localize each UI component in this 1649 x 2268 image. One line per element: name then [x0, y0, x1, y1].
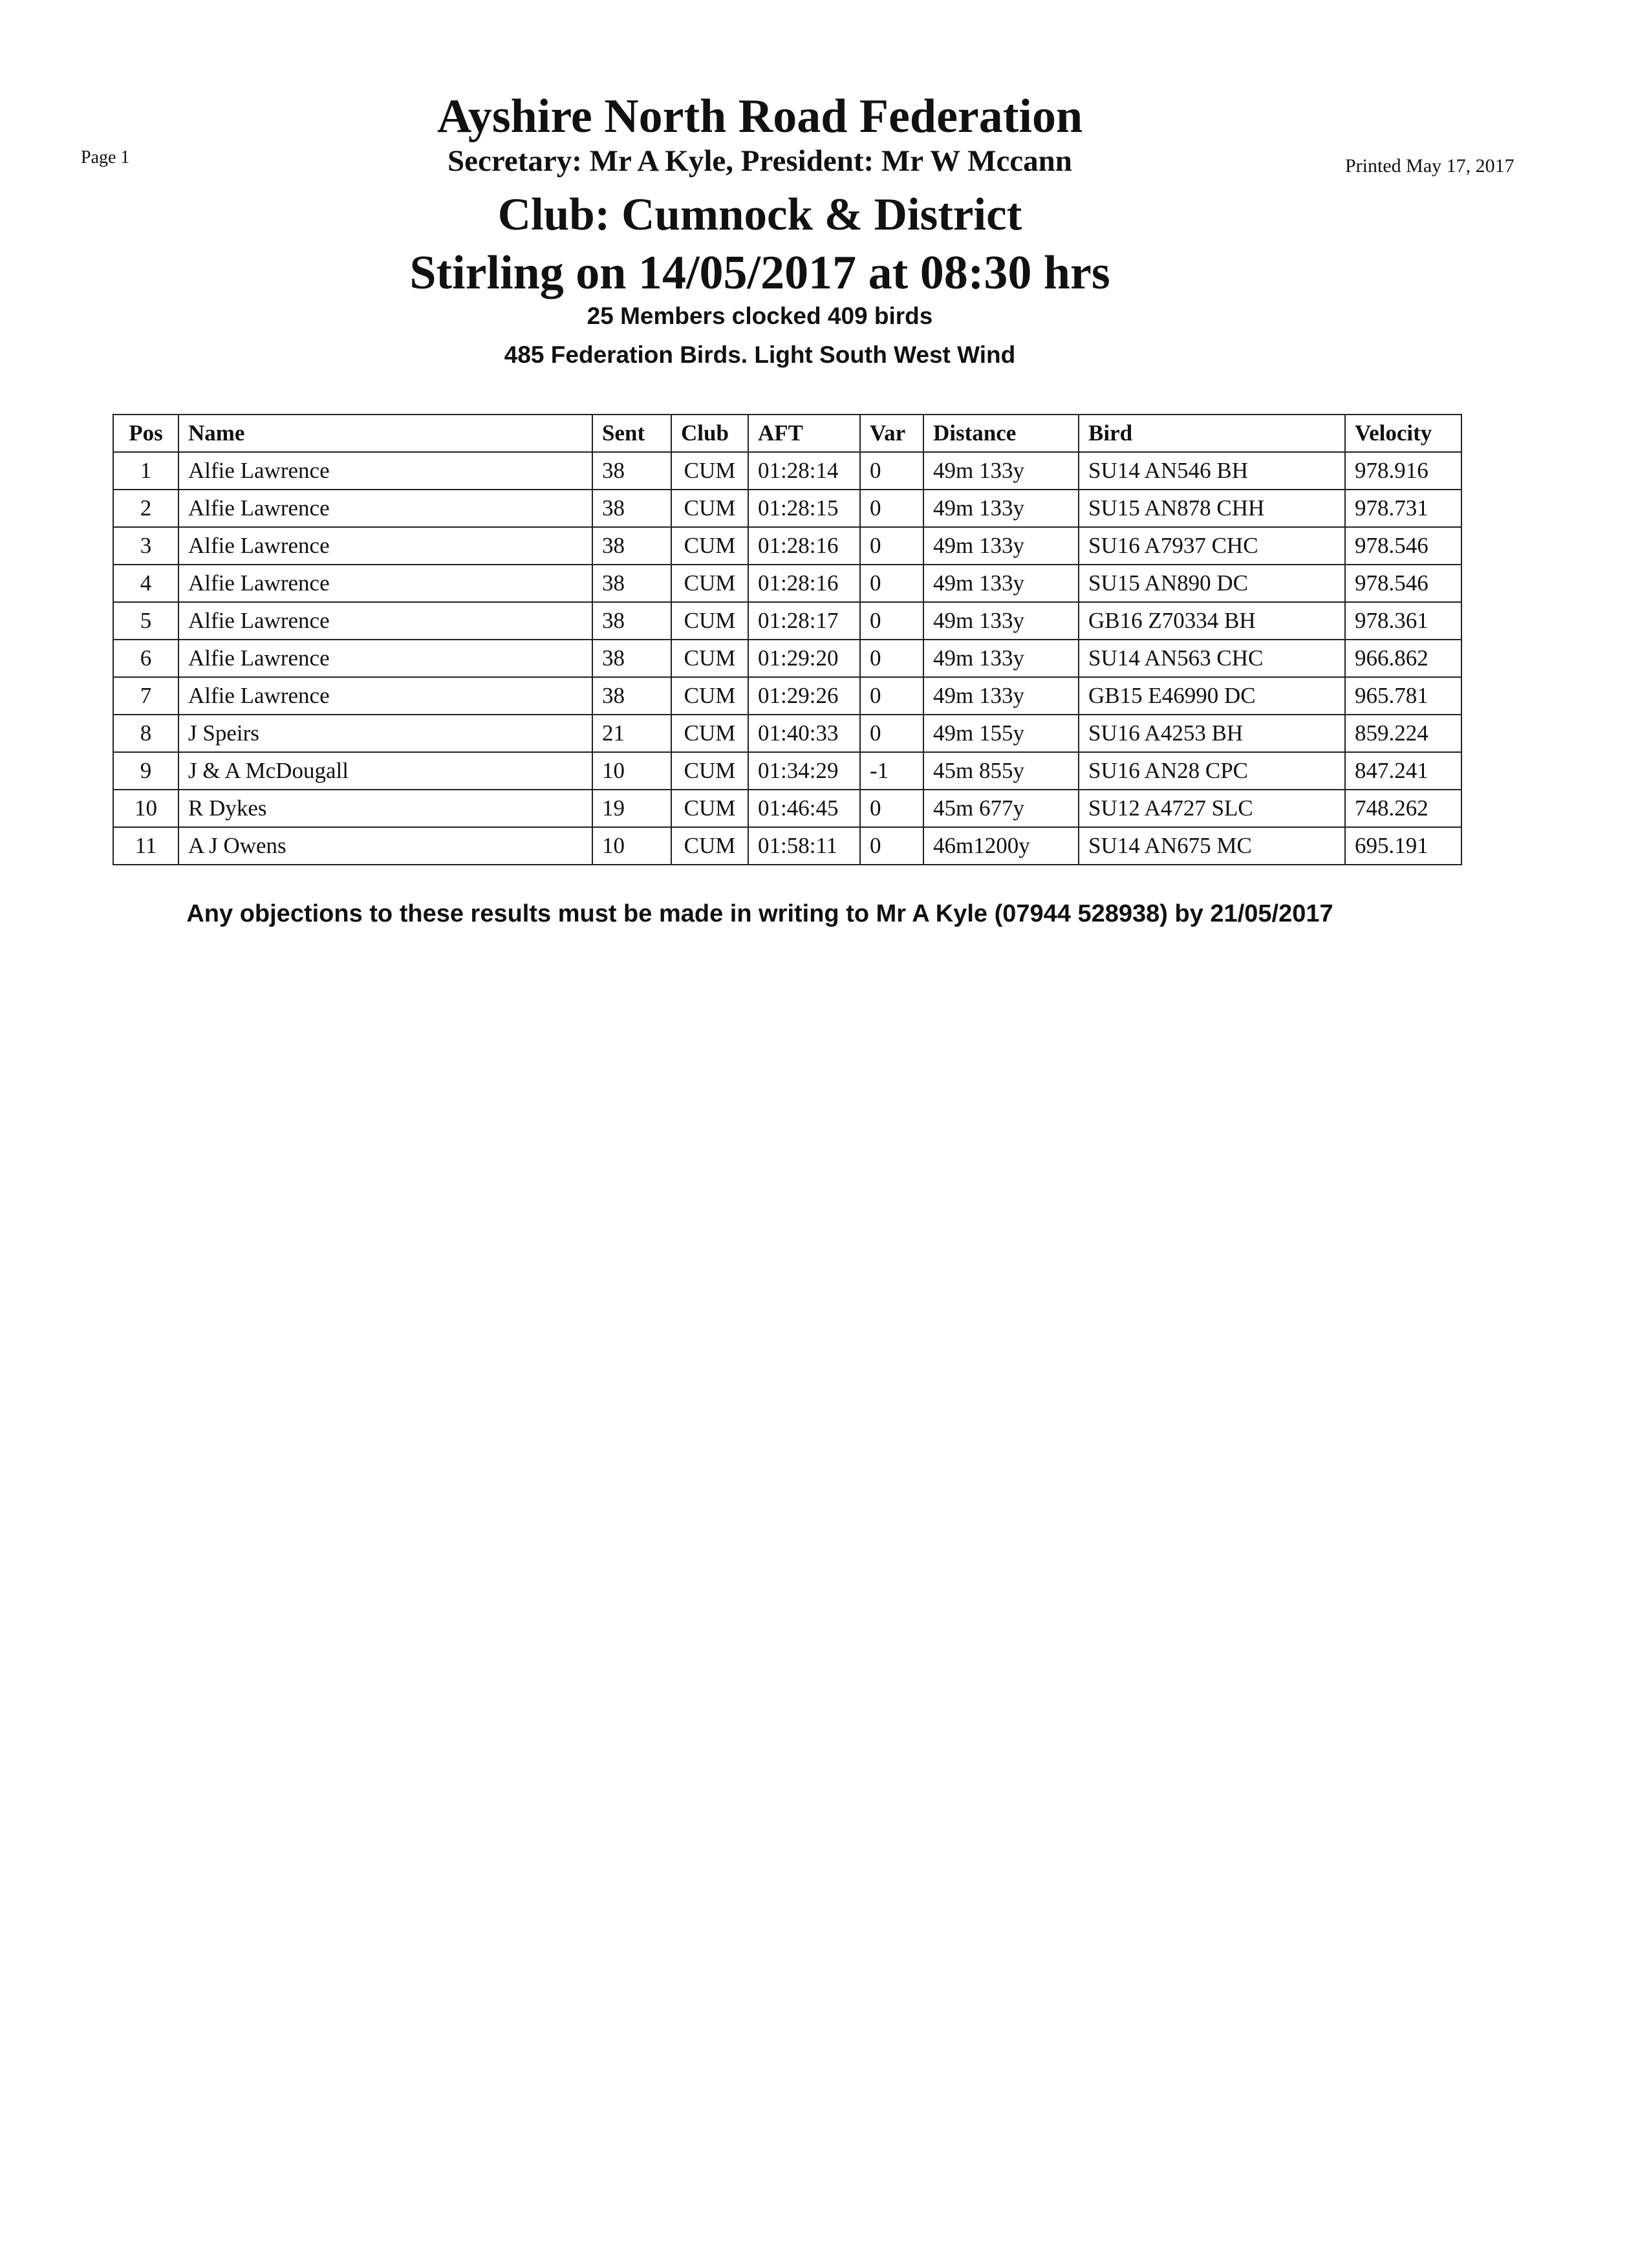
- sent-cell: 21: [592, 715, 671, 752]
- officers-line: Secretary: Mr A Kyle, President: Mr W Mccann: [447, 144, 1072, 178]
- velocity-cell: 978.546: [1345, 565, 1461, 602]
- results-body: [113, 452, 1461, 865]
- velocity-cell: 748.262: [1345, 790, 1461, 827]
- results-table: [113, 414, 1462, 865]
- pos-cell: 9: [113, 752, 178, 790]
- aft-cell: 01:58:11: [748, 827, 860, 865]
- var-cell: 0: [860, 602, 923, 640]
- table-row: [113, 677, 1461, 715]
- distance-cell: 45m 855y: [923, 752, 1079, 790]
- table-row: [113, 790, 1461, 827]
- sent-cell: 10: [592, 752, 671, 790]
- club-cell: CUM: [671, 527, 748, 565]
- sent-cell: 38: [592, 527, 671, 565]
- distance-cell: 49m 133y: [923, 565, 1079, 602]
- var-cell: 0: [860, 790, 923, 827]
- pos-cell: 11: [113, 827, 178, 865]
- var-cell: 0: [860, 527, 923, 565]
- club-cell: CUM: [671, 640, 748, 677]
- distance-cell: 45m 677y: [923, 790, 1079, 827]
- table-header-row: [113, 415, 1461, 452]
- pos-cell: 3: [113, 527, 178, 565]
- name-cell: Alfie Lawrence: [178, 490, 592, 527]
- distance-cell: 49m 133y: [923, 640, 1079, 677]
- aft-cell: 01:28:14: [748, 452, 860, 490]
- var-cell: -1: [860, 752, 923, 790]
- race-title: Stirling on 14/05/2017 at 08:30 hrs: [409, 246, 1110, 299]
- bird-cell: SU14 AN675 MC: [1079, 827, 1345, 865]
- club-cell: CUM: [671, 452, 748, 490]
- table-row: [113, 565, 1461, 602]
- var-cell: 0: [860, 452, 923, 490]
- distance-cell: 49m 133y: [923, 602, 1079, 640]
- table-row: [113, 752, 1461, 790]
- sent-cell: 19: [592, 790, 671, 827]
- club-cell: CUM: [671, 490, 748, 527]
- column-header-bird: Bird: [1079, 415, 1345, 452]
- pos-cell: 10: [113, 790, 178, 827]
- distance-cell: 49m 133y: [923, 527, 1079, 565]
- aft-cell: 01:28:16: [748, 527, 860, 565]
- column-header-velocity: Velocity: [1345, 415, 1461, 452]
- column-header-pos: Pos: [113, 415, 178, 452]
- aft-cell: 01:34:29: [748, 752, 860, 790]
- club-cell: CUM: [671, 790, 748, 827]
- objections-note: Any objections to these results must be made in writing to Mr A Kyle (07944 528938) by 21/05/2017: [186, 900, 1333, 927]
- column-header-name: Name: [178, 415, 592, 452]
- name-cell: Alfie Lawrence: [178, 602, 592, 640]
- pos-cell: 8: [113, 715, 178, 752]
- bird-cell: SU14 AN546 BH: [1079, 452, 1345, 490]
- distance-cell: 49m 133y: [923, 452, 1079, 490]
- aft-cell: 01:40:33: [748, 715, 860, 752]
- name-cell: Alfie Lawrence: [178, 527, 592, 565]
- bird-cell: GB15 E46990 DC: [1079, 677, 1345, 715]
- federation-birds-summary: 485 Federation Birds. Light South West Wind: [504, 341, 1016, 368]
- club-cell: CUM: [671, 565, 748, 602]
- column-header-sent: Sent: [592, 415, 671, 452]
- pos-cell: 7: [113, 677, 178, 715]
- sent-cell: 38: [592, 452, 671, 490]
- velocity-cell: 965.781: [1345, 677, 1461, 715]
- velocity-cell: 695.191: [1345, 827, 1461, 865]
- club-cell: CUM: [671, 752, 748, 790]
- column-header-var: Var: [860, 415, 923, 452]
- club-title: Club: Cumnock & District: [497, 189, 1022, 240]
- velocity-cell: 978.916: [1345, 452, 1461, 490]
- table-row: [113, 640, 1461, 677]
- bird-cell: SU15 AN890 DC: [1079, 565, 1345, 602]
- table-row: [113, 827, 1461, 865]
- distance-cell: 49m 155y: [923, 715, 1079, 752]
- pos-cell: 1: [113, 452, 178, 490]
- aft-cell: 01:29:20: [748, 640, 860, 677]
- club-cell: CUM: [671, 827, 748, 865]
- distance-cell: 49m 133y: [923, 490, 1079, 527]
- var-cell: 0: [860, 565, 923, 602]
- var-cell: 0: [860, 640, 923, 677]
- velocity-cell: 978.731: [1345, 490, 1461, 527]
- clocked-summary: 25 Members clocked 409 birds: [587, 303, 933, 329]
- distance-cell: 49m 133y: [923, 677, 1079, 715]
- name-cell: A J Owens: [178, 827, 592, 865]
- aft-cell: 01:28:15: [748, 490, 860, 527]
- club-cell: CUM: [671, 715, 748, 752]
- var-cell: 0: [860, 490, 923, 527]
- aft-cell: 01:28:17: [748, 602, 860, 640]
- column-header-club: Club: [671, 415, 748, 452]
- pos-cell: 5: [113, 602, 178, 640]
- name-cell: J Speirs: [178, 715, 592, 752]
- name-cell: Alfie Lawrence: [178, 640, 592, 677]
- velocity-cell: 966.862: [1345, 640, 1461, 677]
- sent-cell: 38: [592, 677, 671, 715]
- table-row: [113, 715, 1461, 752]
- velocity-cell: 847.241: [1345, 752, 1461, 790]
- federation-title: Ayshire North Road Federation: [436, 90, 1083, 143]
- sent-cell: 10: [592, 827, 671, 865]
- bird-cell: SU15 AN878 CHH: [1079, 490, 1345, 527]
- bird-cell: SU16 A7937 CHC: [1079, 527, 1345, 565]
- table-row: [113, 490, 1461, 527]
- bird-cell: SU16 A4253 BH: [1079, 715, 1345, 752]
- pos-cell: 2: [113, 490, 178, 527]
- pos-cell: 6: [113, 640, 178, 677]
- aft-cell: 01:46:45: [748, 790, 860, 827]
- name-cell: R Dykes: [178, 790, 592, 827]
- sent-cell: 38: [592, 565, 671, 602]
- column-header-aft: AFT: [748, 415, 860, 452]
- column-header-distance: Distance: [923, 415, 1079, 452]
- club-cell: CUM: [671, 677, 748, 715]
- table-row: [113, 452, 1461, 490]
- bird-cell: SU12 A4727 SLC: [1079, 790, 1345, 827]
- table-row: [113, 602, 1461, 640]
- sent-cell: 38: [592, 490, 671, 527]
- distance-cell: 46m1200y: [923, 827, 1079, 865]
- velocity-cell: 978.546: [1345, 527, 1461, 565]
- var-cell: 0: [860, 715, 923, 752]
- name-cell: Alfie Lawrence: [178, 565, 592, 602]
- table-row: [113, 527, 1461, 565]
- velocity-cell: 978.361: [1345, 602, 1461, 640]
- velocity-cell: 859.224: [1345, 715, 1461, 752]
- var-cell: 0: [860, 827, 923, 865]
- name-cell: Alfie Lawrence: [178, 677, 592, 715]
- bird-cell: GB16 Z70334 BH: [1079, 602, 1345, 640]
- club-cell: CUM: [671, 602, 748, 640]
- pos-cell: 4: [113, 565, 178, 602]
- printed-date: Printed May 17, 2017: [1345, 155, 1514, 177]
- page-number: Page 1: [81, 147, 130, 167]
- aft-cell: 01:29:26: [748, 677, 860, 715]
- name-cell: J & A McDougall: [178, 752, 592, 790]
- aft-cell: 01:28:16: [748, 565, 860, 602]
- var-cell: 0: [860, 677, 923, 715]
- bird-cell: SU16 AN28 CPC: [1079, 752, 1345, 790]
- sent-cell: 38: [592, 602, 671, 640]
- name-cell: Alfie Lawrence: [178, 452, 592, 490]
- sent-cell: 38: [592, 640, 671, 677]
- bird-cell: SU14 AN563 CHC: [1079, 640, 1345, 677]
